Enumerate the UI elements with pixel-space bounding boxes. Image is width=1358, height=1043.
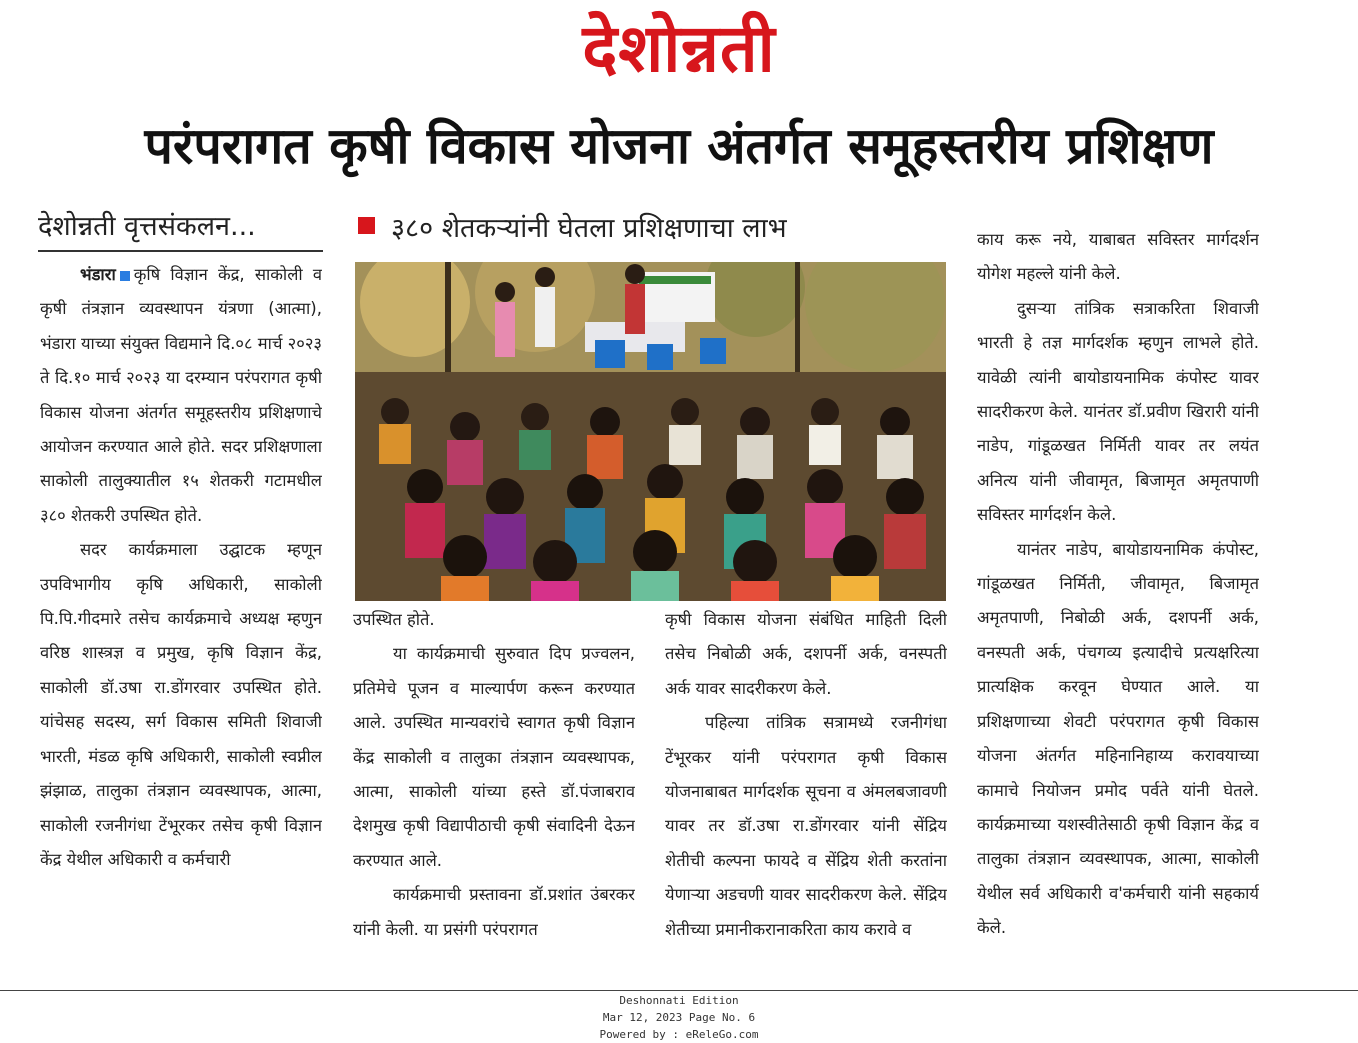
article-paragraph: दुसऱ्या तांत्रिक सत्राकरिता शिवाजी भारती हे तज्ञ मार्गदर्शक म्हणुन लाभले होते. यावेळी त्यांनी बायोडायनामिक कंपोस्ट यावर सादरीकरण केले. यानंतर डॉ.प्रवीण खिरारी यांनी नाडेप, गांडूळखत निर्मिती यावर तर लयंत अनित्य यांनी जीवामृत, बिजामृत अमृतपाणी सविस्तर मार्गदर्शन केले. — [977, 298, 1259, 525]
article-paragraph: काय करू नये, याबाबत सविस्तर मार्गदर्शन योगेश महल्ले यांनी केले. — [977, 230, 1259, 284]
footer-powered-by: Powered by : eReleGo.com — [599, 1028, 759, 1041]
dateline-place: भंडारा — [80, 265, 116, 284]
bullet-square-icon — [358, 217, 375, 234]
subheadline — [358, 206, 948, 252]
article-paragraph: यानंतर नाडेप, बायोडायनामिक कंपोस्ट, गांडूळखत निर्मिती, जीवामृत, बिजामृत अमृतपाणी, निबोळी अर्क, दशपर्नी अर्क, वनस्पती अर्क, पंचगव्य इत्यादीचे प्रत्यक्षरित्या प्रात्यक्षिक करवून घेण्यात आले. या प्रशिक्षणाच्या शेवटी परंपरागत कृषी विकास योजना अंतर्गत महिनानिहाय्य करावयाच्या कामाचे नियोजन प्रमोद पर्वते यांनी घेतले. कार्यक्रमाच्या यशस्वीतेसाठी कृषी विज्ञान केंद्र व तालुका तंत्रज्ञान व्यवस्थापक, आत्मा, साकोली येथील सर्व अधिकारी व'कर्मचारी यांनी सहकार्य केले. — [977, 539, 1259, 938]
footer — [0, 992, 1358, 1043]
article-paragraph: या कार्यक्रमाची सुरुवात दिप प्रज्वलन, प्रतिमेचे पूजन व माल्यार्पण करून करण्यात आले. उपस्थित मान्यवरांचे स्वागत कृषी विज्ञान केंद्र साकोली व तालुका तंत्रज्ञान व्यवस्थापक, आत्मा, साकोली यांच्या हस्ते डॉ.पंजाबराव देशमुख कृषी विद्यापीठाची कृषी संवादिनी देऊन करण्यात आले. — [353, 644, 635, 870]
article-paragraph: सदर कार्यक्रमाला उद्घाटक म्हणून उपविभागीय कृषि अधिकारी, साकोली पि.पि.गीदमारे तसेच कार्यक्रमाचे अध्यक्ष म्हणुन वरिष्ठ शास्त्रज्ञ व प्रमुख, कृषि विज्ञान केंद्र, साकोली डॉ.उषा रा.डोंगरवार उपस्थित होते. यांचेसह सदस्य, सर्ग विकास समिती शिवाजी भारती, मंडळ कृषि अधिकारी, साकोली स्वप्नील झंझाळ, तालुका तंत्रज्ञान व्यवस्थापक, आत्मा, साकोली रजनीगंधा टेंभूरकर तसेच कृषी विज्ञान केंद्र येथील अधिकारी व कर्मचारी — [40, 540, 322, 869]
article-paragraph: कृषी विकास योजना संबंधित माहिती दिली तसेच निबोळी अर्क, दशपर्नी अर्क, वनस्पती अर्क यावर सादरीकरण केले. — [665, 610, 947, 698]
byline: देशोन्नती वृत्तसंकलन... — [38, 204, 323, 252]
article-paragraph: कार्यक्रमाची प्रस्तावना डॉ.प्रशांत उंबरकर यांनी केली. या प्रसंगी परंपरागत — [353, 885, 635, 939]
article-column-4 — [977, 223, 1259, 983]
headline: परंपरागत कृषी विकास योजना अंतर्गत समूहस्तरीय प्रशिक्षण — [144, 117, 1214, 175]
article-paragraph: पहिल्या तांत्रिक सत्रामध्ये रजनीगंधा टेंभूरकर यांनी परंपरागत कृषी विकास योजनाबाबत मार्गदर्शक सूचना व अंमलबजावणी यावर तर डॉ.उषा रा.डोंगरवार यांनी सेंद्रिय शेतीची कल्पना फायदे व सेंद्रिय शेती करतांना येणाऱ्या अडचणी यावर सादरीकरण केले. सेंद्रिय शेतीच्या प्रमानीकरानाकरिता काय करावे व — [665, 713, 947, 939]
subheadline-text: ३८० शेतकऱ्यांनी घेतला प्रशिक्षणाचा लाभ — [391, 213, 787, 244]
article-column-3 — [665, 603, 947, 983]
photo-illustration — [355, 262, 946, 601]
footer-edition: Deshonnati Edition — [619, 994, 739, 1007]
masthead-logo: देशोन्नती — [582, 10, 776, 87]
article-paragraph — [40, 258, 322, 533]
dateline-square-icon — [120, 271, 130, 281]
footer-date-page: Mar 12, 2023 Page No. 6 — [602, 1011, 756, 1024]
article-paragraph: उपस्थित होते. — [353, 610, 435, 629]
article-photo — [355, 262, 946, 601]
footer-divider — [0, 990, 1358, 991]
article-column-2 — [353, 603, 635, 983]
article-column-1 — [40, 258, 322, 982]
paragraph-text: कृषि विज्ञान केंद्र, साकोली व कृषी तंत्रज्ञान व्यवस्थापन यंत्रणा (आत्मा), भंडारा याच्या संयुक्त विद्यमाने दि.०८ मार्च २०२३ ते दि.१० मार्च २०२३ या दरम्यान परंपरागत कृषी विकास योजना अंतर्गत समूहस्तरीय प्रशिक्षणाचे आयोजन करण्यात आले होते. सदर प्रशिक्षणाला साकोली तालुक्यातील १५ शेतकरी गटामधील ३८० शेतकरी उपस्थित होते. — [40, 265, 322, 525]
